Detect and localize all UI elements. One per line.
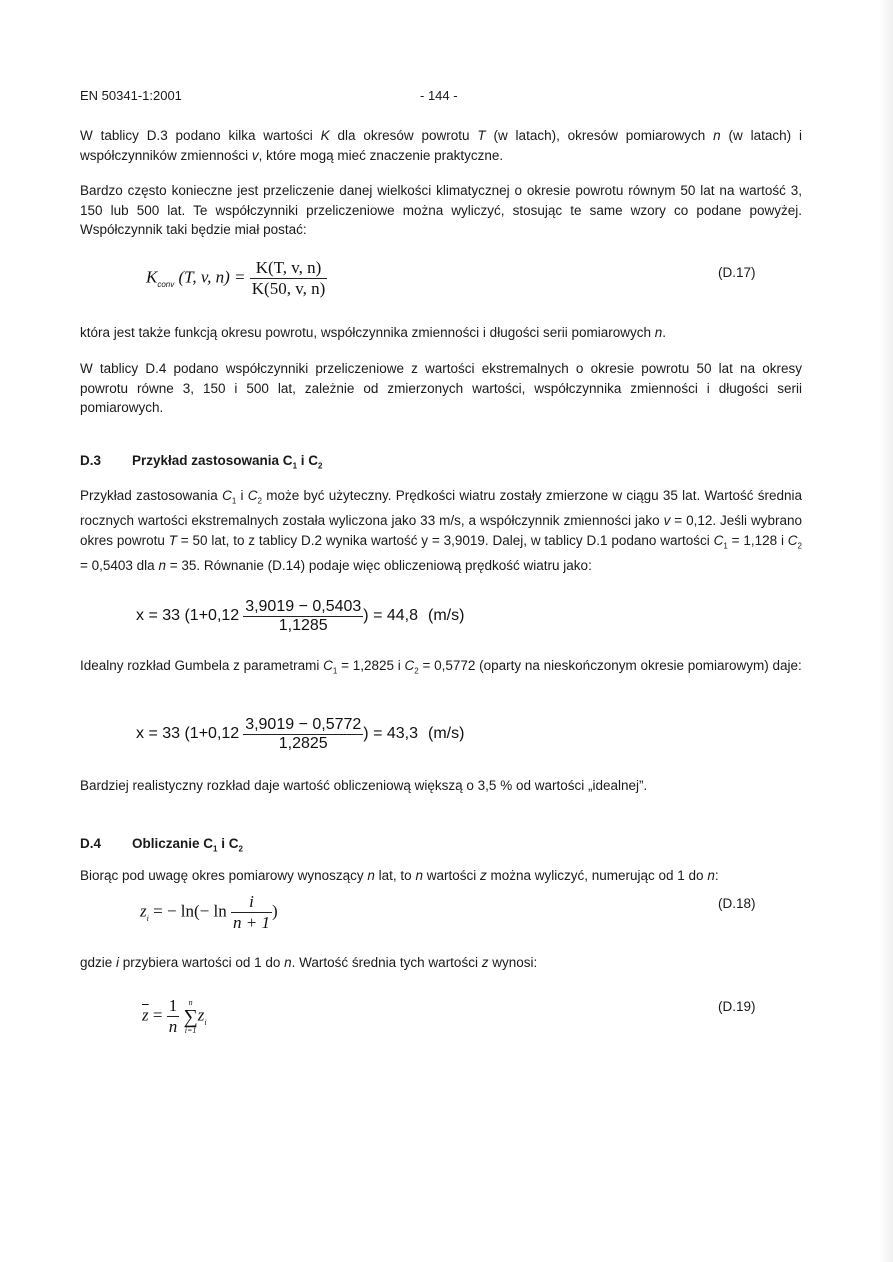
equation-d17: $K_{conv}$ (T, v, n) = $\frac{K(T, v, n)}{K(50, v, n)}$ (146, 258, 326, 298)
fraction: $\frac{3,9019 - 0,5403}{1,1285}$ (245, 598, 362, 634)
paragraph-6: Idealny rozkład Gumbela z parametrami $C_1 = 1,2825$ i $C_2 = 0,5772$ (oparty na nieskończonym okresie pomiarowym) daje: (80, 658, 802, 676)
paragraph-7: Bardziej realistyczny rozkład daje wartość obliczeniową większą o 3,5 % od wartości „idealnej”. (80, 778, 648, 793)
paragraph-9: gdzie i przybiera wartości od 1 do n. Wartość średnia tych wartości z wynosi: (80, 955, 538, 970)
scan-edge (879, 0, 893, 1262)
fraction: $\frac{i}{n + 1}$ (232, 892, 270, 932)
equation-example-1: x = 33 (1+0,12 $\frac{3,9019 - 0,5403}{1,1285}$ ) = 44,8 (m/s) (136, 598, 465, 634)
equation-label-d18: (D.18) (718, 896, 756, 911)
paragraph-2: Bardzo często konieczne jest przeliczenie danej wielkości klimatycznej o okresie powrotu równym 50 lat na wartość 3, 150 lub 500 lat. Te współczynniki przeliczeniowe można wyliczyć, stosując te same wzory co podane powyżej. Współczynnik taki będzie miał postać: (80, 183, 802, 237)
standard-id: EN 50341-1:2001 (80, 88, 182, 103)
equation-example-2: x = 33 (1+0,12 $\frac{3,9019 - 0,5772}{1,2825}$ ) = 43,3 (m/s) (136, 716, 465, 752)
paragraph-8: Biorąc pod uwagę okres pomiarowy wynoszący n lat, to n wartości z można wyliczyć, numerując od 1 do n: (80, 868, 719, 883)
equation-d19: $\overline{z}$ = $\frac{1}{n}$ n ∑ i=1 $z_i$ (142, 996, 207, 1036)
summation: n ∑ i=1 (183, 997, 198, 1035)
paragraph-1: W tablicy D.3 podano kilka wartości K dla okresów powrotu T (w latach), okresów pomiarowych n (w latach) i współczynników zmienności v, które mogą mieć znaczenie praktyczne. (80, 128, 802, 163)
paragraph-5: Przykład zastosowania $C_1$ i $C_2$ może być użyteczny. Prędkości wiatru zostały zmierzone w ciągu 35 lat. Wartość średnia rocznych wartości ekstremalnych została wyliczona jako 33 m/s, a współczynnik zmienności jako v = 0,12. Jeśli wybrano okres powrotu T = 50 lat, to z tablicy D.2 wynika wartość y = 3,9019. Dalej, w tablicy D.1 podano wartości $C_1 = 1,128$ i $C_2 = 0,5403$ dla n = 35. Równanie (D.14) podaje więc obliczeniową prędkość wiatru jako: (80, 488, 802, 573)
equation-d18: $z_i$ = − ln(− ln $\frac{i}{n + 1}$ ) (140, 892, 278, 932)
fraction: $\frac{K(T, v, n)}{K(50, v, n)}$ (251, 258, 326, 298)
fraction: $\frac{1}{n}$ (168, 996, 178, 1036)
fraction: $\frac{3,9019 - 0,5772}{1,2825}$ (245, 716, 362, 752)
paragraph-3: która jest także funkcją okresu powrotu, współczynnika zmienności i długości serii pomiarowych n. (80, 325, 667, 340)
section-heading-d4: D.4 Obliczanie $C_1$ i $C_2$ (80, 836, 243, 854)
section-heading-d3: D.3 Przykład zastosowania $C_1$ i $C_2$ (80, 453, 323, 471)
page-number: - 144 - (420, 88, 458, 103)
paragraph-4: W tablicy D.4 podano współczynniki przeliczeniowe z wartości ekstremalnych o okresie powrotu 50 lat na okresy powrotu równe 3, 150 i 500 lat, zależnie od zmierzonych wartości, współczynnika zmienności i długości serii pomiarowych. (80, 361, 802, 415)
equation-label-d19: (D.19) (718, 999, 756, 1014)
equation-label-d17: (D.17) (718, 265, 756, 280)
